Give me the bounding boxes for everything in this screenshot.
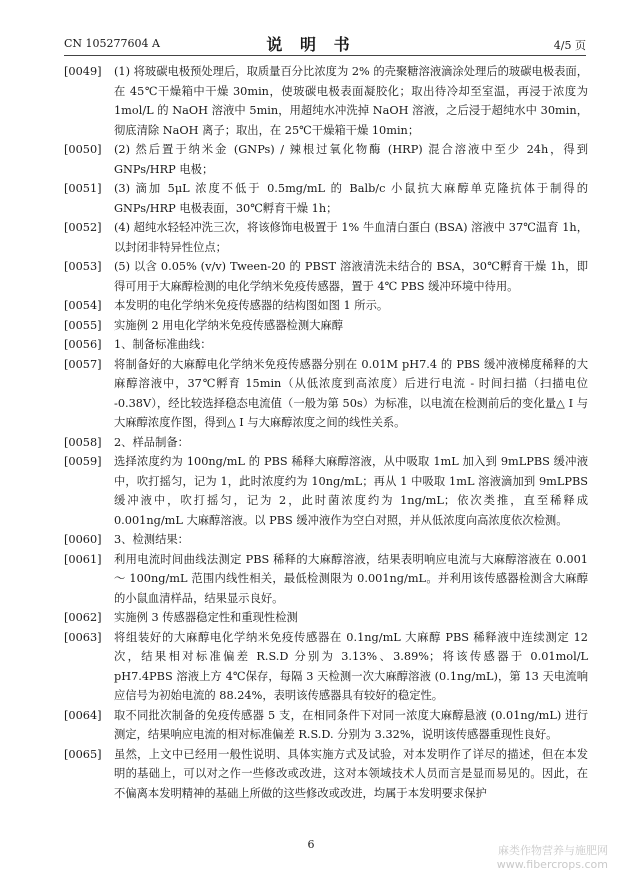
paragraph-number: [0063] [64,630,102,644]
paragraph-number: [0058] [64,435,102,449]
paragraph-number: [0053] [64,260,102,273]
page-number: 6 [307,838,315,851]
document-body [64,62,588,803]
paragraph-text: 实施例 2 用电化学纳米免疫传感器检测大麻醇 [114,318,344,332]
paragraph-number: [0049] [64,65,102,78]
paragraph [64,550,588,609]
paragraph [64,296,588,316]
paragraph [64,628,588,706]
paragraph [64,140,588,179]
paragraph [64,218,588,257]
paragraph-text: 选择浓度约为 100ng/mL 的 PBS 稀释大麻醇溶液，从中吸取 1mL 加入到 9mLPBS 缓冲液中，吹打摇匀，记为 1，此时浓度约为 10ng/mL；再从 1 中吸取 1mL 溶液滴加到 9mLPBS 缓冲液中，吹打摇匀，记为 2，此时菌浓度约为 1ng/mL；依次类推，直至稀释成 0.001ng/mL 大麻醇溶液。以 PBS 缓冲液作为空白对照，并从低浓度向高浓度依次检测。 [114,455,588,527]
paragraph-number: [0054] [64,299,102,312]
paragraph [64,335,588,355]
paragraph [64,257,588,296]
paragraph-number: [0051] [64,182,102,195]
paragraph-number: [0055] [64,318,102,332]
watermark-site-url: www.fibercrops.com [496,858,608,871]
paragraph-number: [0052] [64,221,102,234]
paragraph-text: (3) 滴加 5μL 浓度不低于 0.5mg/mL 的 Balb/c 小鼠抗大麻醇单克隆抗体于制得的 GNPs/HRP 电极表面，30℃孵育干燥 1h； [114,182,588,215]
paragraph-text: 1、制备标准曲线： [114,338,212,351]
paragraph-number: [0060] [64,533,102,546]
paragraph-number: [0062] [64,611,102,624]
paragraph [64,179,588,218]
paragraph-number: [0050] [64,143,102,156]
paragraph [64,316,588,336]
page-info: 4/5 页 [553,39,586,52]
paragraph [64,745,588,804]
paragraph-text: 实施例 3 传感器稳定性和重现性检测 [114,611,298,624]
paragraph-number: [0064] [64,708,102,722]
paragraph-text: 将组装好的大麻醇电化学纳米免疫传感器在 0.1ng/mL 大麻醇 PBS 稀释液中连续测定 12 次，结果相对标准偏差 R.S.D 分别为 3.13%、3.89%；将该传感器于 0.01mol/L pH7.4PBS 溶液上方 4℃保存，每隔 3 天检测一次大麻醇溶液 (0.1ng/mL)，第 13 天电流响应信号为初始电流的 88.24%，表明该传感器具有较好的稳定性。 [114,630,588,702]
paragraph-text: 2、样品制备： [114,435,189,449]
paragraph-text: (5) 以含 0.05% (v/v) Tween-20 的 PBST 溶液清洗未结合的 BSA，30℃孵育干燥 1h，即得可用于大麻醇检测的电化学纳米免疫传感器，置于 4℃ PBS 缓冲环境中待用。 [114,260,588,293]
paragraph-text: 将制备好的大麻醇电化学纳米免疫传感器分别在 0.01M pH7.4 的 PBS 缓冲液梯度稀释的大麻醇溶液中，37℃孵育 15min（从低浓度到高浓度）后进行电流 - 时间扫描（扫描电位 -0.38V），经比较选择稳态电流值（一般为第 50s）为标准，以电流在检测前后的变化量△ I 与大麻醇浓度作图，得到△ I 与大麻醇浓度之间的线性关系。 [114,357,588,429]
paragraph [64,62,588,140]
watermark-site-name: 麻类作物营养与施肥网 [498,844,608,857]
header-divider [64,55,586,56]
paragraph-text: 取不同批次制备的免疫传感器 5 支，在相同条件下对同一浓度大麻醇悬液 (0.01ng/mL) 进行测定，结果响应电流的相对标准偏差 R.S.D. 分别为 3.32%，说明该传感器重现性良好。 [114,708,588,741]
paragraph-text: 3、检测结果： [114,533,189,546]
paragraph-number: [0065] [64,747,102,761]
paragraph [64,355,588,433]
site-watermark [497,844,608,872]
paragraph [64,452,588,530]
page-header [0,0,622,60]
paragraph-text: (4) 超纯水轻轻冲洗三次，将该修饰电极置于 1% 牛血清白蛋白 (BSA) 溶液中 37℃温育 1h，以封闭非特异性位点； [114,221,588,254]
paragraph-number: [0057] [64,357,102,371]
paragraph-number: [0059] [64,455,102,468]
paragraph [64,433,588,453]
patent-number: CN 105277604 A [64,37,160,50]
paragraph-number: [0056] [64,338,102,351]
paragraph [64,608,588,628]
paragraph [64,530,588,550]
paragraph-text: 利用电流时间曲线法测定 PBS 稀释的大麻醇溶液，结果表明响应电流与大麻醇溶液在 0.001 ～ 100ng/mL 范围内线性相关，最低检测限为 0.001ng/mL。并利用该传感器检测含大麻醇的小鼠血清样品，结果显示良好。 [114,552,588,605]
paragraph-text: 虽然，上文中已经用一般性说明、具体实施方式及试验，对本发明作了详尽的描述，但在本发明的基础上，可以对之作一些修改或改进，这对本领域技术人员而言是显而易见的。因此，在不偏离本发明精神的基础上所做的这些修改或改进，均属于本发明要求保护 [114,747,588,800]
document-title: 说 明 书 [266,35,356,54]
paragraph [64,706,588,745]
paragraph-text: (2) 然后置于纳米金 (GNPs) / 辣根过氧化物酶 (HRP) 混合溶液中至少 24h，得到 GNPs/HRP 电极； [114,143,588,176]
paragraph-text: 本发明的电化学纳米免疫传感器的结构图如图 1 所示。 [114,299,389,312]
paragraph-text: (1) 将玻碳电极预处理后，取质量百分比浓度为 2% 的壳聚糖溶液滴涂处理后的玻碳电极表面，在 45℃干燥箱中干燥 30min，使玻碳电极表面凝胶化；取出待冷却至室温，再浸于浓度为 1mol/L 的 NaOH 溶液中 5min，用超纯水冲洗掉 NaOH 溶液，之后浸于超纯水中 30min，彻底清除 NaOH 离子；取出，在 25℃干燥箱干燥 10min； [114,65,588,137]
paragraph-number: [0061] [64,552,102,566]
